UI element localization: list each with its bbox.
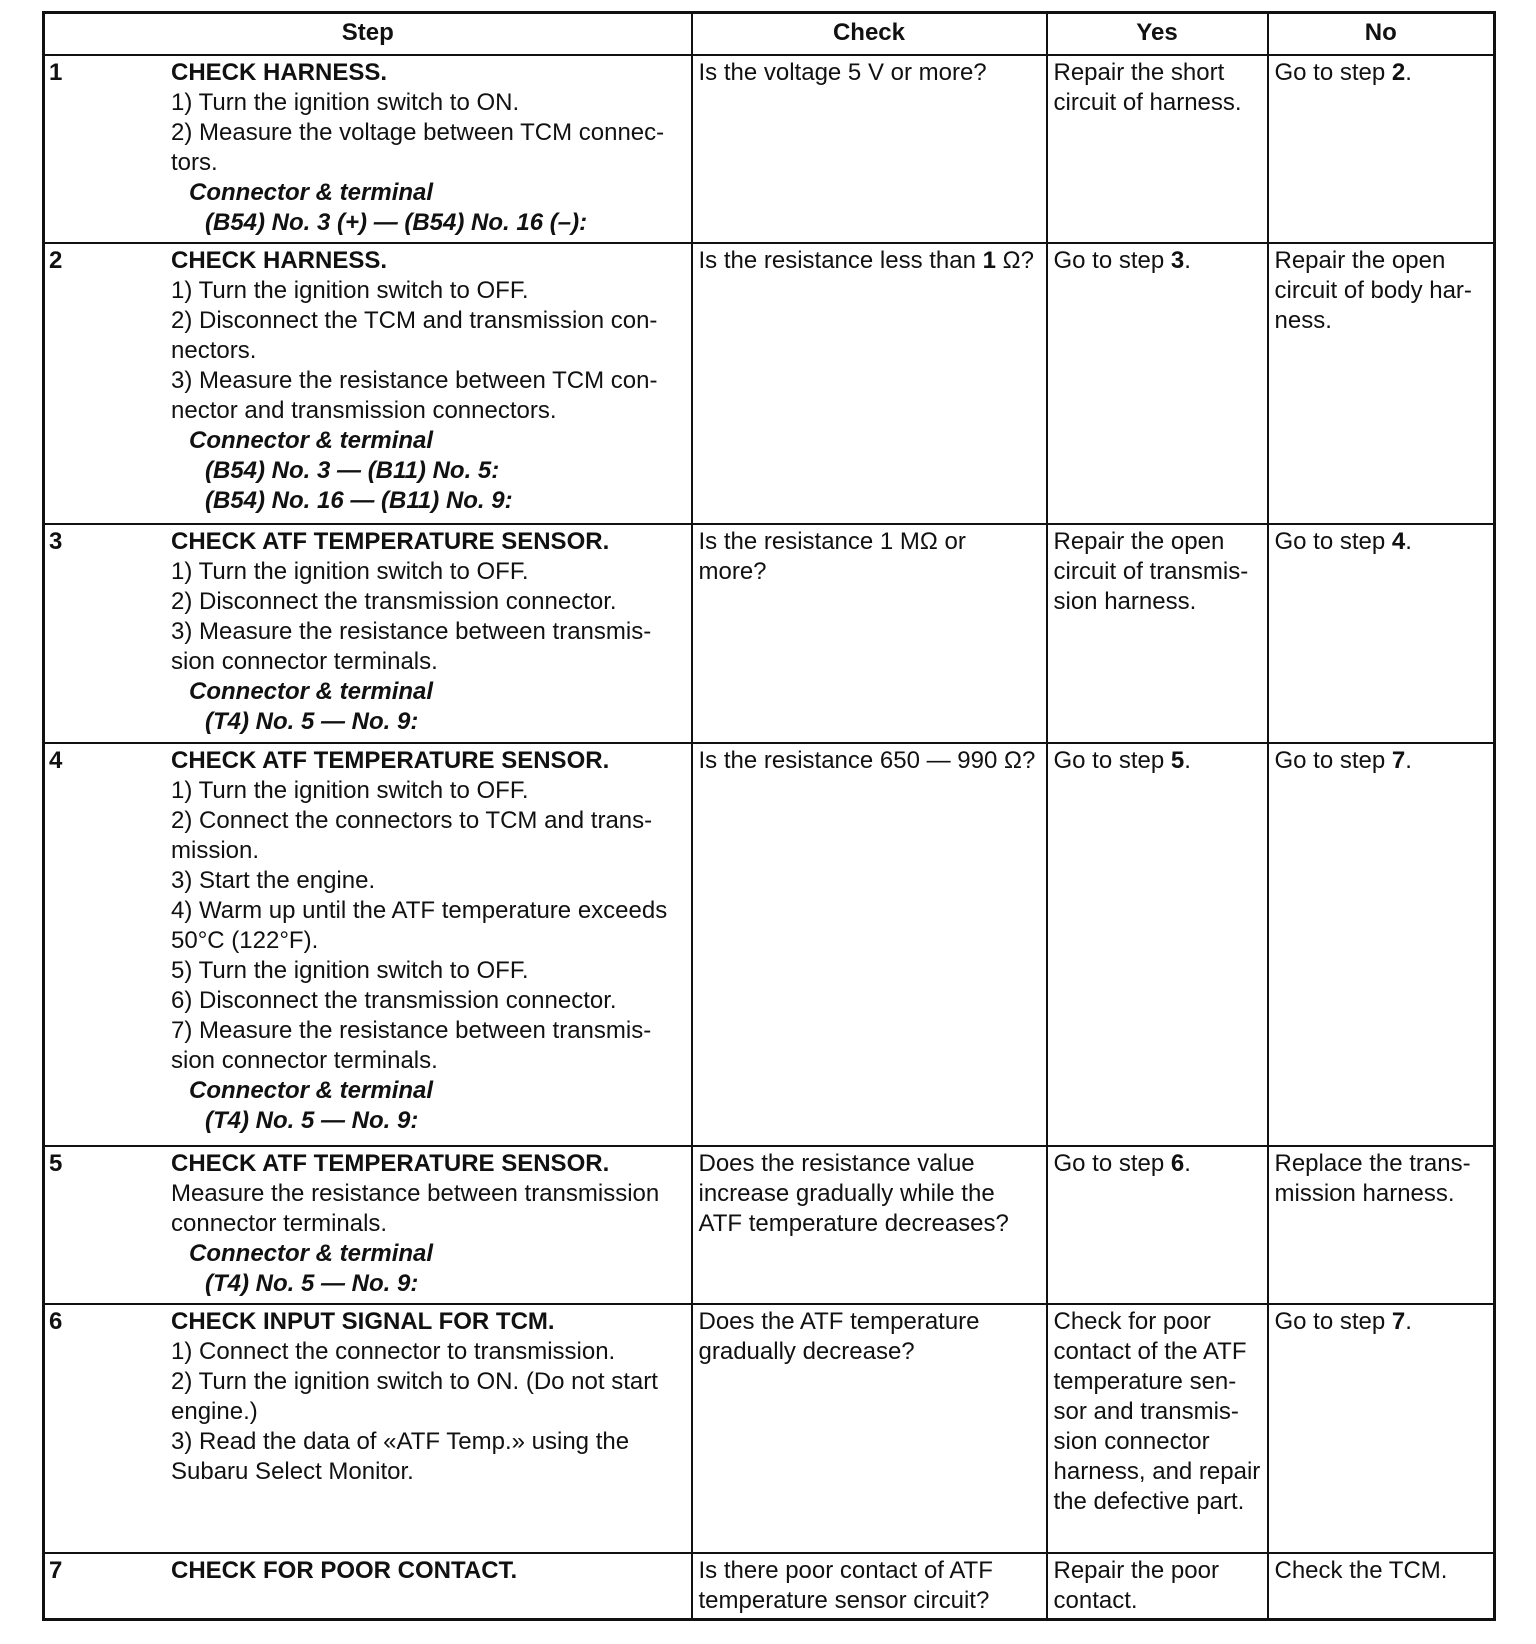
connector-terminal-value: (B54) No. 16 — (B11) No. 9:	[205, 487, 513, 514]
step-cell	[44, 743, 692, 1146]
step-instruction: 2) Measure the voltage between TCM connec-	[171, 119, 665, 146]
step-number: 1	[49, 59, 63, 86]
yes-text-step-number: 5	[1170, 747, 1185, 774]
no-text	[1275, 58, 1488, 88]
step-instruction: tors.	[171, 149, 218, 176]
yes-cell	[1047, 524, 1268, 743]
step-instruction: sion connector terminals.	[171, 1047, 438, 1074]
check-text: Does the resistance value increase gradually while the ATF temperature decreases?	[698, 1150, 1009, 1237]
step-content	[45, 746, 685, 1136]
connector-terminal-label: Connector & terminal	[189, 427, 434, 454]
step-instruction: 2) Connect the connectors to TCM and trans-	[171, 807, 653, 834]
yes-text: Repair the short circuit of harness.	[1053, 59, 1242, 116]
no-text-step-number: 7	[1391, 747, 1406, 774]
no-text: Replace the trans-mission harness.	[1274, 1150, 1471, 1207]
check-cell	[692, 243, 1047, 524]
step-instruction: 1) Turn the ignition switch to OFF.	[171, 777, 529, 804]
yes-text	[1054, 746, 1261, 776]
step-instruction: 1) Connect the connector to transmission.	[171, 1338, 616, 1365]
step-number: 5	[49, 1150, 63, 1177]
step-instruction: sion connector terminals.	[171, 648, 438, 675]
step-body	[171, 746, 667, 1136]
connector-terminal-value: (T4) No. 5 — No. 9:	[205, 708, 419, 735]
check-cell	[692, 1304, 1047, 1553]
no-cell	[1268, 1146, 1495, 1304]
step-instruction: 4) Warm up until the ATF temperature exceeds	[171, 897, 668, 924]
step-instruction: Subaru Select Monitor.	[171, 1458, 414, 1485]
yes-text-suffix: .	[1184, 1150, 1191, 1177]
check-cell	[692, 55, 1047, 243]
yes-text-text: Go to step	[1053, 247, 1171, 274]
step-title: CHECK HARNESS.	[171, 59, 388, 86]
step-content	[45, 58, 685, 238]
yes-text: Check for poor contact of the ATF temperature sen-sor and transmis-sion connector harness, and repair the defective part.	[1053, 1308, 1261, 1515]
step-body	[171, 58, 664, 238]
step-title: CHECK ATF TEMPERATURE SENSOR.	[171, 747, 610, 774]
step-body	[171, 246, 657, 516]
header-yes: Yes	[1047, 13, 1268, 56]
step-body	[171, 1149, 659, 1299]
no-text	[1275, 1307, 1488, 1337]
step-instruction: 2) Disconnect the transmission connector.	[171, 588, 617, 615]
no-cell	[1268, 743, 1495, 1146]
yes-cell	[1047, 743, 1268, 1146]
step-cell	[44, 1553, 692, 1620]
step-body	[171, 1556, 517, 1586]
step-instruction: mission.	[171, 837, 260, 864]
no-text	[1275, 527, 1488, 557]
step-title: CHECK FOR POOR CONTACT.	[171, 1557, 518, 1584]
no-cell	[1268, 1553, 1495, 1620]
step-content	[45, 1307, 685, 1487]
step-number: 7	[49, 1557, 63, 1584]
no-text: Check the TCM.	[1274, 1557, 1448, 1584]
check-text-step-number: 1	[982, 247, 997, 274]
table-row	[44, 1146, 1495, 1304]
yes-cell	[1047, 55, 1268, 243]
step-title: CHECK ATF TEMPERATURE SENSOR.	[171, 528, 610, 555]
no-cell	[1268, 55, 1495, 243]
step-content	[45, 527, 685, 737]
yes-cell	[1047, 243, 1268, 524]
diagnostic-table-container	[42, 11, 1493, 1621]
step-cell	[44, 1146, 692, 1304]
table-row	[44, 55, 1495, 243]
table-row	[44, 524, 1495, 743]
yes-cell	[1047, 1553, 1268, 1620]
no-text-text: Go to step	[1274, 747, 1392, 774]
no-cell	[1268, 524, 1495, 743]
step-content	[45, 1149, 685, 1299]
yes-cell	[1047, 1146, 1268, 1304]
yes-text-step-number: 6	[1170, 1150, 1185, 1177]
header-check: Check	[692, 13, 1047, 56]
no-text-suffix: .	[1405, 1308, 1412, 1335]
step-instruction: 50°C (122°F).	[171, 927, 319, 954]
no-cell	[1268, 243, 1495, 524]
step-body	[171, 527, 651, 737]
connector-terminal-label: Connector & terminal	[189, 1240, 434, 1267]
yes-text-text: Go to step	[1053, 747, 1171, 774]
connector-terminal-label: Connector & terminal	[189, 1077, 434, 1104]
connector-terminal-value: (B54) No. 3 (+) — (B54) No. 16 (–):	[205, 209, 588, 236]
step-instruction: connector terminals.	[171, 1210, 388, 1237]
no-text-step-number: 4	[1391, 528, 1406, 555]
table-row	[44, 1553, 1495, 1620]
no-cell	[1268, 1304, 1495, 1553]
yes-text	[1054, 1149, 1261, 1179]
check-text: Is the resistance 650 — 990 Ω?	[698, 747, 1036, 774]
no-text-suffix: .	[1405, 528, 1412, 555]
step-cell	[44, 55, 692, 243]
no-text-text: Go to step	[1274, 528, 1392, 555]
no-text: Repair the open circuit of body har-ness.	[1274, 247, 1472, 334]
yes-cell	[1047, 1304, 1268, 1553]
step-number: 3	[49, 528, 63, 555]
step-title: CHECK ATF TEMPERATURE SENSOR.	[171, 1150, 610, 1177]
no-text-suffix: .	[1405, 747, 1412, 774]
no-text-text: Go to step	[1274, 1308, 1392, 1335]
step-instruction: 1) Turn the ignition switch to OFF.	[171, 277, 529, 304]
no-text	[1275, 746, 1488, 776]
yes-text-text: Go to step	[1053, 1150, 1171, 1177]
step-cell	[44, 243, 692, 524]
table-row	[44, 243, 1495, 524]
check-text-suffix: Ω?	[996, 247, 1034, 274]
check-cell	[692, 1146, 1047, 1304]
step-instruction: 3) Measure the resistance between TCM con-	[171, 367, 658, 394]
step-title: CHECK INPUT SIGNAL FOR TCM.	[171, 1308, 555, 1335]
step-instruction: 7) Measure the resistance between transmis-	[171, 1017, 652, 1044]
connector-terminal-value: (T4) No. 5 — No. 9:	[205, 1107, 419, 1134]
check-text: Is there poor contact of ATF temperature sensor circuit?	[698, 1557, 993, 1614]
table-row	[44, 1304, 1495, 1553]
yes-text: Repair the open circuit of transmis-sion harness.	[1053, 528, 1249, 615]
step-instruction: 2) Disconnect the TCM and transmission con-	[171, 307, 658, 334]
step-instruction: engine.)	[171, 1398, 258, 1425]
no-text-step-number: 7	[1391, 1308, 1406, 1335]
step-instruction: nector and transmission connectors.	[171, 397, 557, 424]
step-instruction: 1) Turn the ignition switch to ON.	[171, 89, 520, 116]
check-cell	[692, 743, 1047, 1146]
step-cell	[44, 1304, 692, 1553]
step-body	[171, 1307, 658, 1487]
step-cell	[44, 524, 692, 743]
header-no: No	[1268, 13, 1495, 56]
connector-terminal-value: (B54) No. 3 — (B11) No. 5:	[205, 457, 500, 484]
step-instruction: 6) Disconnect the transmission connector.	[171, 987, 617, 1014]
yes-text-step-number: 3	[1170, 247, 1185, 274]
step-number: 4	[49, 747, 63, 774]
check-text: Does the ATF temperature gradually decrease?	[698, 1308, 980, 1365]
header-step: Step	[44, 13, 692, 56]
yes-text-suffix: .	[1184, 747, 1191, 774]
step-number: 2	[49, 247, 63, 274]
no-text-text: Go to step	[1274, 59, 1392, 86]
no-text-suffix: .	[1405, 59, 1412, 86]
step-instruction: 3) Start the engine.	[171, 867, 376, 894]
check-cell	[692, 1553, 1047, 1620]
step-instruction: 1) Turn the ignition switch to OFF.	[171, 558, 529, 585]
diagnostic-table	[42, 11, 1496, 1621]
yes-text-suffix: .	[1184, 247, 1191, 274]
step-instruction: 2) Turn the ignition switch to ON. (Do not start	[171, 1368, 658, 1395]
step-instruction: Measure the resistance between transmission	[171, 1180, 660, 1207]
step-instruction: 3) Read the data of «ATF Temp.» using the	[171, 1428, 630, 1455]
step-title: CHECK HARNESS.	[171, 247, 388, 274]
step-instruction: 3) Measure the resistance between transmis-	[171, 618, 652, 645]
connector-terminal-value: (T4) No. 5 — No. 9:	[205, 1270, 419, 1297]
check-text-text: Is the resistance less than	[698, 247, 983, 274]
step-number: 6	[49, 1308, 63, 1335]
connector-terminal-label: Connector & terminal	[189, 678, 434, 705]
yes-text	[1054, 246, 1261, 276]
table-row	[44, 743, 1495, 1146]
step-content	[45, 246, 685, 516]
connector-terminal-label: Connector & terminal	[189, 179, 434, 206]
check-text: Is the resistance 1 MΩ or more?	[698, 528, 966, 585]
step-instruction: nectors.	[171, 337, 257, 364]
step-instruction: 5) Turn the ignition switch to OFF.	[171, 957, 529, 984]
check-text: Is the voltage 5 V or more?	[698, 59, 987, 86]
check-cell	[692, 524, 1047, 743]
check-text	[699, 246, 1040, 276]
no-text-step-number: 2	[1391, 59, 1406, 86]
header-row	[44, 13, 1495, 56]
step-content	[45, 1556, 685, 1586]
yes-text: Repair the poor contact.	[1053, 1557, 1219, 1614]
